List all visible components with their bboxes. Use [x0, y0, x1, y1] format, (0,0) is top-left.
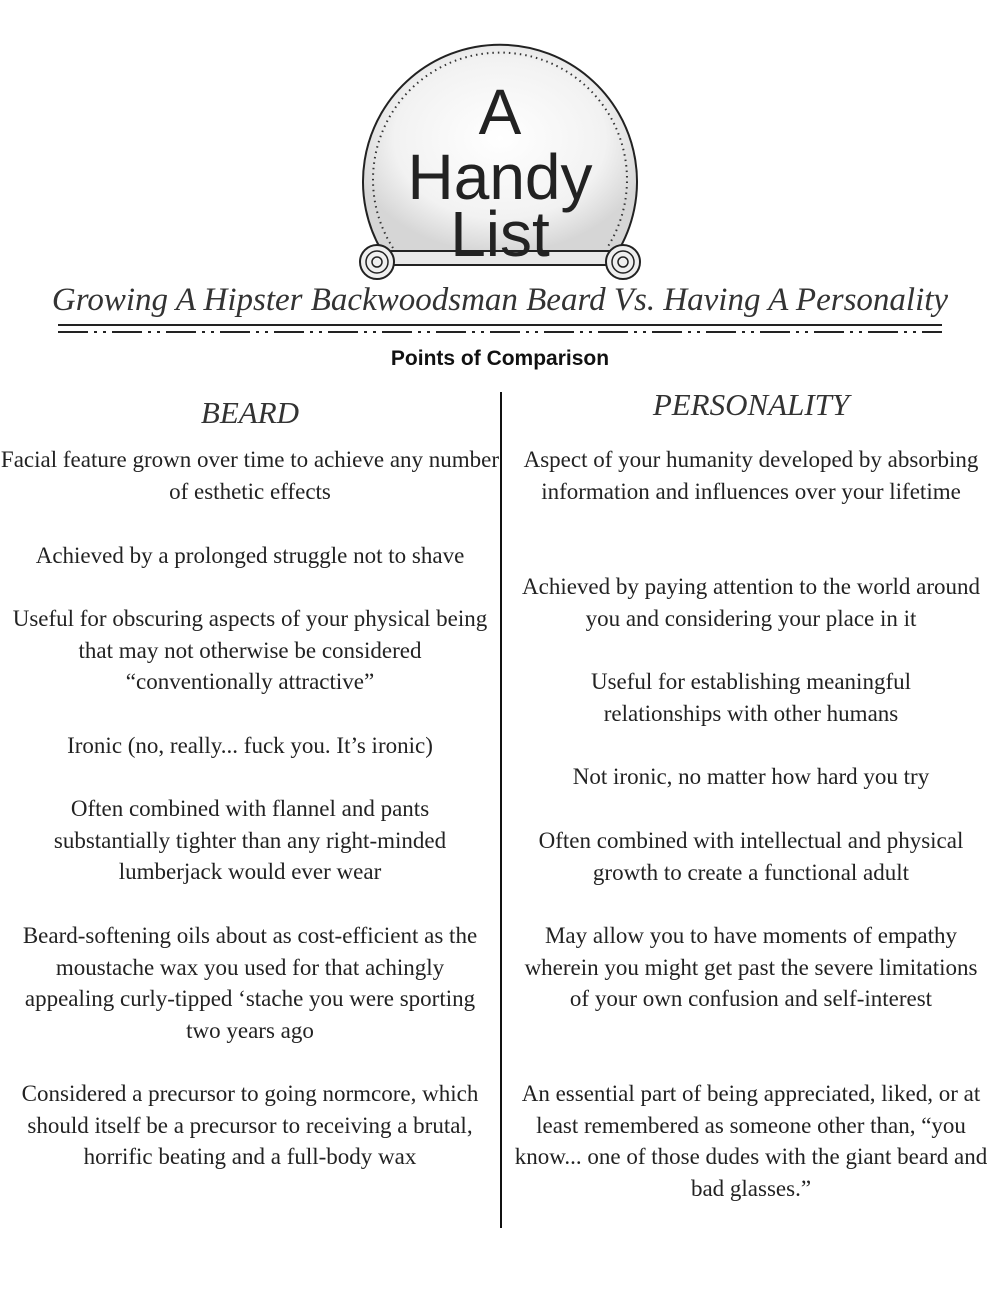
personality-item-2: Achieved by paying attention to the world around you and considering your place in it [522, 574, 980, 631]
ornamental-divider [58, 322, 942, 336]
personality-heading: PERSONALITY [652, 387, 850, 422]
personality-item-5: Often combined with intellectual and physical growth to create a functional adult [538, 828, 964, 885]
personality-item-4: Not ironic, no matter how hard you try [572, 764, 930, 789]
beard-item-6: Beard-softening oils about as cost-efficient as the moustache wax you used for that achingly appealing curly-tipped ‘stache you were sporting two years ago [22, 923, 478, 1043]
beard-item-3: Useful for obscuring aspects of your physical being that may not otherwise be considered “conventionally attractive” [12, 606, 488, 694]
badge-title-line-2: Handy [407, 141, 593, 213]
beard-item-5: Often combined with flannel and pants substantially tighter than any right-minded lumberjack would ever wear [53, 796, 447, 884]
title-badge [355, 38, 645, 288]
beard-item-4: Ironic (no, really... fuck you. It’s ironic) [67, 733, 433, 758]
personality-item-1: Aspect of your humanity developed by absorbing information and influences over your lifetime [523, 447, 979, 504]
section-title: Points of Comparison [390, 347, 610, 370]
personality-item-6: May allow you to have moments of empathy wherein you might get past the severe limitations of your own confusion and self-interest [524, 923, 978, 1011]
badge-title-line-1: A [478, 76, 522, 148]
personality-item-7: An essential part of being appreciated, liked, or at least remembered as someone other than, “you know... one of those dudes with the giant beard and bad glasses.” [514, 1081, 988, 1201]
beard-item-1: Facial feature grown over time to achieve any number of esthetic effects [0, 447, 500, 504]
personality-item-3: Useful for establishing meaningful relationships with other humans [590, 669, 911, 726]
beard-item-7: Considered a precursor to going normcore, which should itself be a precursor to receiving a brutal, horrific beating and a full-body wax [21, 1081, 479, 1169]
beard-heading: BEARD [200, 395, 300, 430]
beard-item-2: Achieved by a prolonged struggle not to shave [35, 543, 465, 568]
badge-title-line-3: List [450, 198, 550, 270]
page-subtitle: Growing A Hipster Backwoodsman Beard Vs. Having A Personality [51, 282, 949, 318]
